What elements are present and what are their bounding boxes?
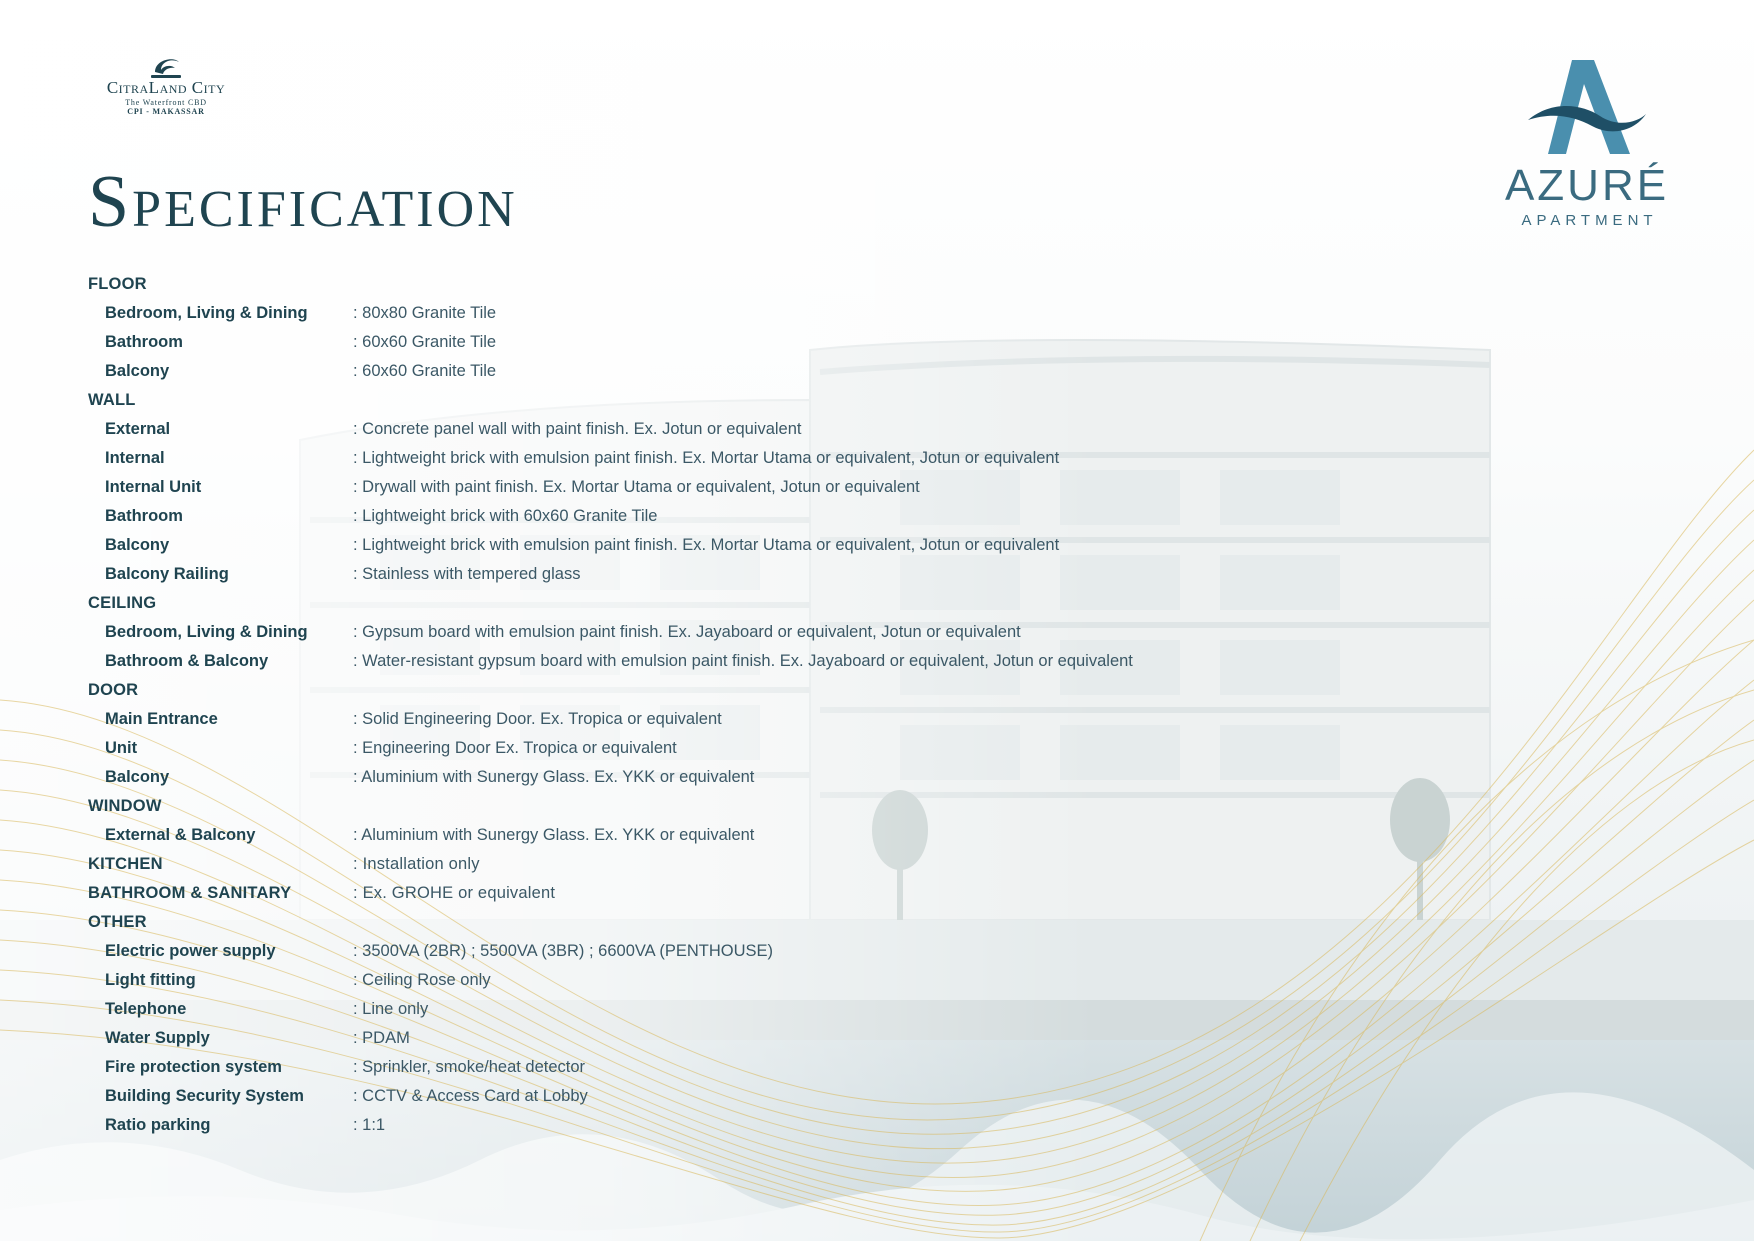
spec-value: : Aluminium with Sunergy Glass. Ex. YKK or equivalent xyxy=(353,768,755,786)
spec-value: : Ceiling Rose only xyxy=(353,971,491,989)
spec-row xyxy=(88,444,1368,473)
section-heading: KITCHEN xyxy=(88,855,163,873)
spec-row xyxy=(88,1111,1368,1140)
spec-row xyxy=(88,531,1368,560)
section-kitchen xyxy=(88,850,1368,879)
section-heading: WALL xyxy=(88,391,136,409)
spec-value: : PDAM xyxy=(353,1029,410,1047)
spec-row xyxy=(88,357,1368,386)
brand-subtitle: The Waterfront CBD xyxy=(125,98,207,107)
spec-row xyxy=(88,1053,1368,1082)
spec-label: Unit xyxy=(105,739,138,757)
section-heading: CEILING xyxy=(88,594,157,612)
spec-label: Balcony xyxy=(105,362,170,380)
spec-value: : Solid Engineering Door. Ex. Tropica or equivalent xyxy=(353,710,722,728)
spec-label: Telephone xyxy=(105,1000,187,1018)
spec-row xyxy=(88,763,1368,792)
spec-label: Internal Unit xyxy=(105,478,202,496)
spec-value: : Engineering Door Ex. Tropica or equivalent xyxy=(353,739,677,757)
spec-row xyxy=(88,1024,1368,1053)
spec-row xyxy=(88,705,1368,734)
spec-row xyxy=(88,560,1368,589)
spec-value: : Sprinkler, smoke/heat detector xyxy=(353,1058,586,1076)
spec-row xyxy=(88,937,1368,966)
spec-value: : Concrete panel wall with paint finish. Ex. Jotun or equivalent xyxy=(353,420,802,438)
specification-list xyxy=(88,270,1368,1140)
spec-value: : Lightweight brick with emulsion paint finish. Ex. Mortar Utama or equivalent, Jotun or equivalent xyxy=(353,449,1060,467)
spec-row xyxy=(88,473,1368,502)
spec-label: Bathroom xyxy=(105,333,183,351)
spec-label: Bedroom, Living & Dining xyxy=(105,623,308,641)
spec-value: : Ex. GROHE or equivalent xyxy=(353,884,556,902)
spec-value: : 3500VA (2BR) ; 5500VA (3BR) ; 6600VA (PENTHOUSE) xyxy=(353,942,774,960)
section-heading: FLOOR xyxy=(88,275,147,293)
brand-name: AZURÉ xyxy=(1504,161,1670,210)
section-heading: BATHROOM & SANITARY xyxy=(88,884,292,902)
spec-value: : Drywall with paint finish. Ex. Mortar Utama or equivalent, Jotun or equivalent xyxy=(353,478,920,496)
spec-value: : 80x80 Granite Tile xyxy=(353,304,497,322)
section-ceiling xyxy=(88,589,1368,676)
spec-row xyxy=(88,734,1368,763)
section-floor xyxy=(88,270,1368,386)
brand-location: CPI - MAKASSAR xyxy=(127,107,205,116)
spec-row xyxy=(88,647,1368,676)
spec-label: Water Supply xyxy=(105,1029,210,1047)
spec-row xyxy=(88,415,1368,444)
spec-label: Bathroom & Balcony xyxy=(105,652,269,670)
spec-value: : Gypsum board with emulsion paint finish. Ex. Jayaboard or equivalent, Jotun or equivalent xyxy=(353,623,1021,641)
spec-row xyxy=(88,821,1368,850)
spec-label: Light fitting xyxy=(105,971,196,989)
spec-value: : Lightweight brick with emulsion paint finish. Ex. Mortar Utama or equivalent, Jotun or equivalent xyxy=(353,536,1060,554)
spec-label: External & Balcony xyxy=(105,826,256,844)
spec-row xyxy=(88,618,1368,647)
brand-tagline: APARTMENT xyxy=(1521,212,1658,229)
spec-label: Building Security System xyxy=(105,1087,304,1105)
spec-label: External xyxy=(105,420,171,438)
spec-value: : Aluminium with Sunergy Glass. Ex. YKK or equivalent xyxy=(353,826,755,844)
spec-label: Internal xyxy=(105,449,165,467)
spec-row xyxy=(88,299,1368,328)
azure-apartment-logo xyxy=(1500,56,1674,229)
spec-value: : Lightweight brick with 60x60 Granite Tile xyxy=(353,507,658,525)
section-bathroom-sanitary xyxy=(88,879,1368,908)
spec-value: : Water-resistant gypsum board with emulsion paint finish. Ex. Jayaboard or equivalent, Jotun or equivalent xyxy=(353,652,1133,670)
spec-value: : Line only xyxy=(353,1000,429,1018)
citraland-city-logo xyxy=(86,54,246,116)
page-title: Specification xyxy=(88,161,518,243)
section-heading: DOOR xyxy=(88,681,139,699)
spec-value: : CCTV & Access Card at Lobby xyxy=(353,1087,588,1105)
section-window xyxy=(88,792,1368,850)
spec-label: Fire protection system xyxy=(105,1058,282,1076)
spec-value: : Stainless with tempered glass xyxy=(353,565,581,583)
spec-value: : 60x60 Granite Tile xyxy=(353,362,497,380)
brand-name: CitraLand City xyxy=(106,78,226,97)
spec-value: : 60x60 Granite Tile xyxy=(353,333,497,351)
spec-label: Balcony xyxy=(105,768,170,786)
spec-label: Electric power supply xyxy=(105,942,276,960)
spec-row xyxy=(88,995,1368,1024)
section-heading: OTHER xyxy=(88,913,147,931)
spec-label: Ratio parking xyxy=(105,1116,211,1134)
spec-label: Bathroom xyxy=(105,507,183,525)
section-door xyxy=(88,676,1368,792)
spec-row xyxy=(88,502,1368,531)
spec-label: Main Entrance xyxy=(105,710,218,728)
spec-label: Balcony xyxy=(105,536,170,554)
spec-row xyxy=(88,966,1368,995)
spec-row xyxy=(88,328,1368,357)
azure-a-mark-icon xyxy=(1522,56,1652,160)
spec-label: Balcony Railing xyxy=(105,565,229,583)
section-wall xyxy=(88,386,1368,589)
spec-row xyxy=(88,1082,1368,1111)
spec-label: Bedroom, Living & Dining xyxy=(105,304,308,322)
section-heading: WINDOW xyxy=(88,797,162,815)
spec-value: : 1:1 xyxy=(353,1116,386,1134)
section-other xyxy=(88,908,1368,1140)
citraland-emblem-icon xyxy=(149,54,183,80)
spec-value: : Installation only xyxy=(353,855,480,873)
